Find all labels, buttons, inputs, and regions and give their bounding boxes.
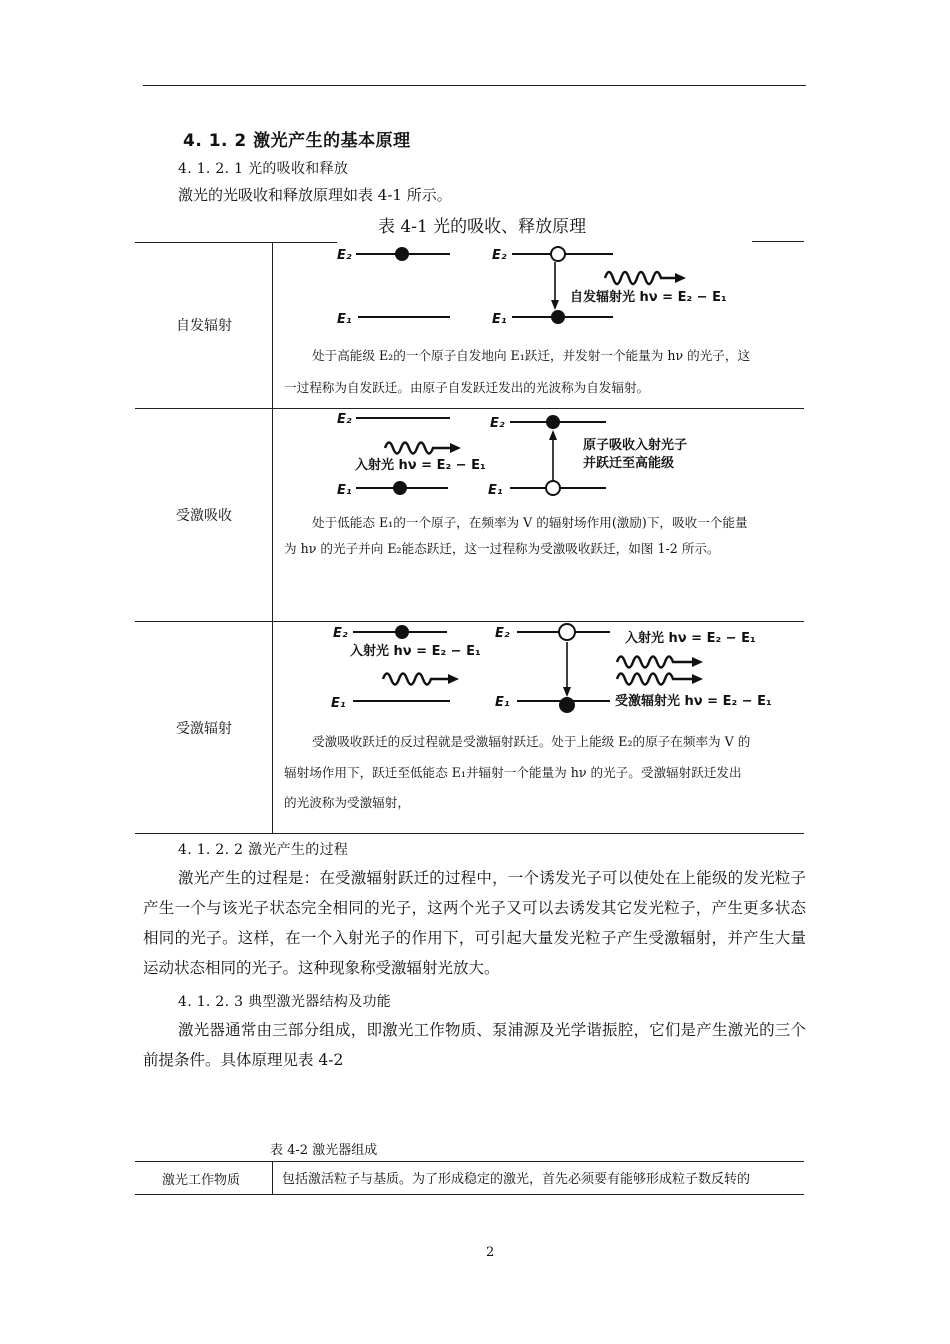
subsection-title-3: 4. 1. 2. 3 典型激光器结构及功能 <box>178 994 392 1010</box>
table2-caption: 表 4-2 激光器组成 <box>270 1143 378 1158</box>
stimulated-emission-desc-line3: 的光波称为受激辐射， <box>284 795 410 810</box>
row-label-absorption: 受激吸收 <box>176 508 232 524</box>
stimulated-emission-diagram <box>325 621 795 721</box>
table1-column-divider <box>272 242 273 833</box>
table1-top-rule-right <box>752 241 804 242</box>
svg-text:自发辐射光 hν = E₂ − E₁: 自发辐射光 hν = E₂ − E₁ <box>570 290 727 305</box>
svg-text:并跃迁至高能级: 并跃迁至高能级 <box>583 456 675 471</box>
laser-process-paragraph: 激光产生的过程是：在受激辐射跃迁的过程中，一个诱发光子可以使处在上能级的发光粒子产生一个与该光子状态完全相同的光子，这两个光子又可以去诱发其它发光粒子，产生更多状态相同的光子。这样，在一个入射光子的作用下，可引起大量发光粒子产生受激辐射，并产生大量运动状态相同的光子。这种现象称受激辐射光放大。 <box>143 869 806 977</box>
stimulated-emission-desc-line1: 受激吸收跃迁的反过程就是受激辐射跃迁。处于上能级 E₂的原子在频率为 V 的 <box>312 734 751 749</box>
spontaneous-desc-line1: 处于高能级 E₂的一个原子自发地向 E₁跃迁，并发射一个能量为 hν 的光子，这 <box>312 348 751 363</box>
subsection-title-2: 4. 1. 2. 2 激光产生的过程 <box>178 842 349 858</box>
table2-row-label: 激光工作物质 <box>162 1173 241 1188</box>
spontaneous-emission-diagram <box>330 242 750 332</box>
svg-text:入射光 hν = E₂ − E₁: 入射光 hν = E₂ − E₁ <box>625 631 756 646</box>
svg-text:原子吸收入射光子: 原子吸收入射光子 <box>583 438 688 453</box>
svg-text:E₂: E₂ <box>333 626 348 641</box>
table2-row-text: 包括激活粒子与基质。为了形成稳定的激光，首先必须要有能够形成粒子数反转的 <box>282 1172 751 1187</box>
stimulated-absorption-diagram <box>330 408 750 503</box>
svg-text:受激辐射光 hν = E₂ − E₁: 受激辐射光 hν = E₂ − E₁ <box>615 694 772 709</box>
spontaneous-desc-line2: 一过程称为自发跃迁。由原子自发跃迁发出的光波称为自发辐射。 <box>284 380 650 395</box>
svg-text:E₁: E₁ <box>337 312 352 327</box>
laser-structure-paragraph: 激光器通常由三部分组成，即激光工作物质、泵浦源及光学谐振腔，它们是产生激光的三个前提条件。具体原理见表 4-2 <box>143 1021 806 1069</box>
stimulated-emission-desc-line2: 辐射场作用下，跃迁至低能态 E₁并辐射一个能量为 hν 的光子。受激辐射跃迁发出 <box>284 765 742 780</box>
header-rule <box>143 85 806 86</box>
subsection-title-1: 4. 1. 2. 1 光的吸收和释放 <box>178 161 349 177</box>
svg-text:入射光 hν = E₂ − E₁: 入射光 hν = E₂ − E₁ <box>350 644 481 659</box>
absorption-desc-line1: 处于低能态 E₁的一个原子，在频率为 V 的辐射场作用(激励)下，吸收一个能量 <box>312 515 748 530</box>
table2-top-rule <box>135 1161 804 1162</box>
svg-text:入射光 hν = E₂ − E₁: 入射光 hν = E₂ − E₁ <box>355 458 486 473</box>
page-number: 2 <box>486 1245 495 1260</box>
svg-text:E₂: E₂ <box>490 416 505 431</box>
table1-bottom-rule <box>135 833 804 834</box>
svg-text:E₂: E₂ <box>337 248 352 263</box>
table1-caption: 表 4-1 光的吸收、释放原理 <box>378 217 587 237</box>
svg-text:E₁: E₁ <box>337 483 352 498</box>
svg-text:E₂: E₂ <box>337 412 352 427</box>
row-label-spontaneous: 自发辐射 <box>176 318 232 334</box>
table1-top-rule-left <box>135 242 337 243</box>
table2-bottom-rule <box>135 1194 804 1195</box>
svg-text:E₁: E₁ <box>495 695 510 710</box>
absorption-desc-line2: 为 hν 的光子并向 E₂能态跃迁，这一过程称为受激吸收跃迁，如图 1-2 所示。 <box>284 541 720 556</box>
svg-text:E₁: E₁ <box>488 483 503 498</box>
svg-text:E₂: E₂ <box>495 626 510 641</box>
svg-text:E₁: E₁ <box>331 696 346 711</box>
svg-text:E₂: E₂ <box>492 248 507 263</box>
table2-column-divider <box>272 1161 273 1194</box>
svg-text:E₁: E₁ <box>492 312 507 327</box>
section-title: 4. 1. 2 激光产生的基本原理 <box>183 131 411 151</box>
intro-text: 激光的光吸收和释放原理如表 4-1 所示。 <box>178 186 452 204</box>
row-label-stimulated-emission: 受激辐射 <box>176 721 232 737</box>
